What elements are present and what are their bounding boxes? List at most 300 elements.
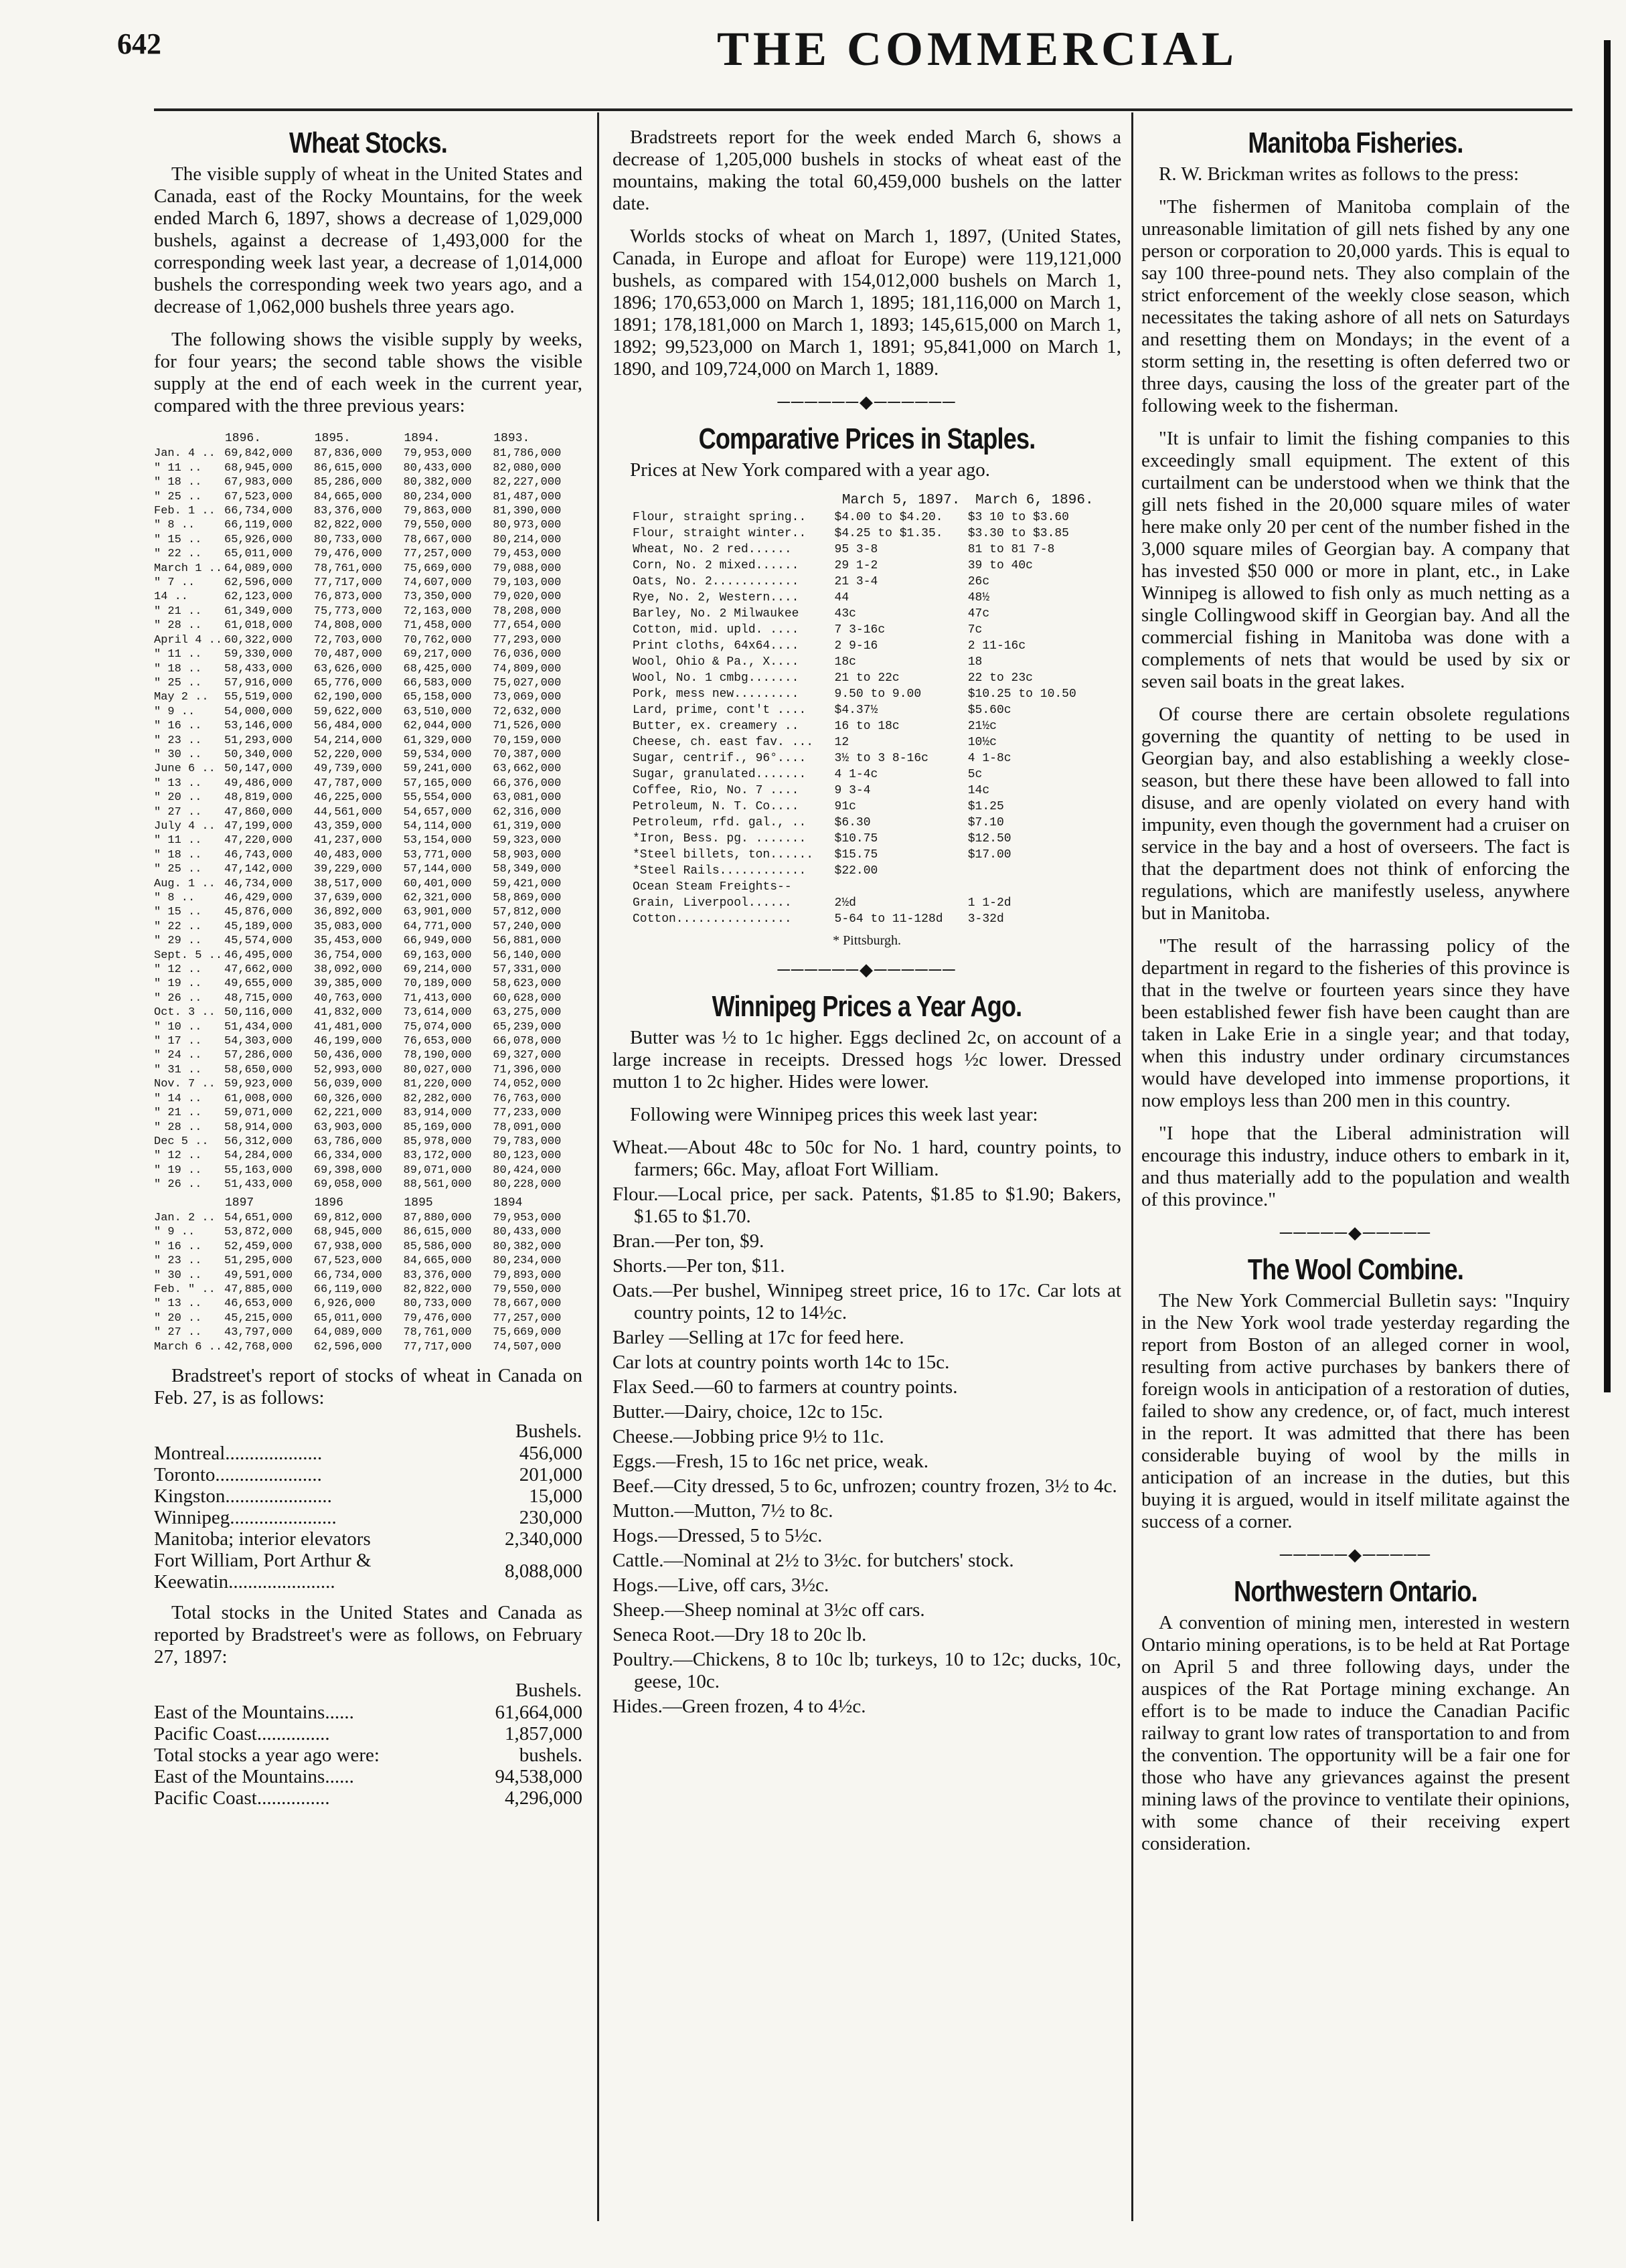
table-row (633, 750, 1101, 766)
table-cell: 60,322,000 (224, 633, 293, 647)
table-cell: Wool, No. 1 cmbg....... (633, 671, 799, 685)
table-cell: 73,614,000 (403, 1006, 472, 1020)
table-cell: 69,058,000 (313, 1178, 382, 1192)
table-row (633, 847, 1101, 863)
table-cell: 62,321,000 (403, 892, 472, 904)
table-row (154, 1528, 582, 1550)
unit-label: Bushels. (515, 1680, 582, 1701)
table-cell: " 29 .. (154, 935, 202, 948)
table-row (154, 518, 582, 532)
table-cell: 62,221,000 (313, 1107, 382, 1120)
footnote: * Pittsburgh. (833, 933, 901, 948)
table-cell: 2 9-16 (834, 639, 878, 653)
table-cell: " 15 .. (154, 533, 202, 546)
table-row (154, 1702, 582, 1723)
paragraph: Following were Winnipeg prices this week last year: (630, 1104, 1038, 1125)
table-cell: 65,158,000 (403, 691, 472, 704)
table-cell: Coffee, Rio, No. 7 .... (633, 784, 799, 797)
table-cell: 84,665,000 (403, 1254, 472, 1268)
table-cell: 66,734,000 (224, 505, 293, 518)
table-cell: 58,650,000 (224, 1063, 293, 1076)
table-row (633, 590, 1101, 606)
table-cell: 56,140,000 (493, 949, 562, 962)
table-cell: 75,074,000 (403, 1020, 472, 1034)
table-row (633, 558, 1101, 574)
paragraph: Bradstreet's report of stocks of wheat in Canada on Feb. 27, is as follows: (154, 1365, 582, 1408)
table-row (633, 686, 1101, 702)
list-item: Flax Seed.—60 to farmers at country points. (613, 1376, 958, 1398)
table-cell: 38,092,000 (313, 963, 382, 977)
table-row (154, 1092, 582, 1106)
paragraph: Worlds stocks of wheat on March 1, 1897, (United States, Canada, in Europe and afloat for Europe) were 119,121,000 bushels, as compared with 154,012,000 bushels on March 1, 1896; 170,653,000 on March 1, 1895; 181,116,000 on March 1, 1891; 178,181,000 on March 1, 1893; 145,615,000 on March 1, 1892; 99,523,000 on March 1, 1891; 95,841,000 on March 1, 1890, and 109,724,000 on March 1, 1889. (613, 226, 1121, 380)
table-header: 1896. (225, 432, 262, 445)
table-cell: Sept. 5 .. (154, 949, 223, 962)
table-cell: 81,220,000 (403, 1078, 472, 1091)
table-cell: 79,020,000 (493, 590, 562, 604)
table-cell: 45,189,000 (224, 920, 293, 933)
table-cell: 35,083,000 (313, 920, 382, 933)
table-cell: 57,165,000 (403, 777, 472, 790)
table-cell: 78,667,000 (403, 533, 472, 546)
table-row (154, 762, 582, 776)
table-header: March 6, 1896. (975, 493, 1094, 508)
table-cell: 79,953,000 (493, 1211, 562, 1224)
table-cell: 64,771,000 (403, 920, 472, 933)
table-cell: 18c (834, 655, 856, 669)
table-cell: 2 11-16c (967, 639, 1026, 653)
table-cell: 41,481,000 (313, 1020, 382, 1034)
table-row (154, 1340, 582, 1354)
table-cell: 52,993,000 (313, 1063, 382, 1076)
table-cell: 51,434,000 (224, 1020, 293, 1034)
table-cell: Petroleum, rfd. gal., .. (633, 816, 807, 829)
table-row (154, 1048, 582, 1062)
table-cell: 65,776,000 (313, 676, 382, 690)
table-cell: 48,819,000 (224, 791, 293, 805)
table-row (154, 562, 582, 576)
table-cell: " 11 .. (154, 461, 202, 475)
table-row (633, 863, 1101, 879)
table-header (154, 428, 224, 447)
table-cell: 82,227,000 (493, 476, 562, 489)
unit-label: Bushels. (515, 1421, 582, 1442)
table-row (154, 504, 582, 518)
table-row (154, 1787, 582, 1809)
table-cell: 59,534,000 (403, 748, 472, 761)
table-cell: 55,554,000 (403, 791, 472, 805)
table-cell: " 11 .. (154, 834, 202, 847)
table-cell: 4 1-4c (834, 768, 878, 781)
table-row (154, 748, 582, 762)
table-row (154, 705, 582, 719)
table-cell: 83,376,000 (403, 1269, 472, 1282)
table-cell: Barley, No. 2 Milwaukee (633, 607, 799, 621)
table-cell: March 6 .. (154, 1340, 223, 1354)
table-cell: 50,340,000 (224, 748, 293, 761)
table-cell: 59,923,000 (224, 1078, 293, 1091)
table-cell: bushels. (519, 1745, 582, 1766)
table-cell: 55,519,000 (224, 691, 293, 704)
table-row (633, 799, 1101, 815)
paragraph: The following shows the visible supply by weeks, for four years; the second table shows the visible supply at the end of each week in the current year, compared with the three previous years: (154, 329, 582, 416)
table-cell: 77,257,000 (493, 1311, 562, 1325)
list-item: Shorts.—Per ton, $11. (613, 1255, 785, 1277)
table-row (154, 734, 582, 748)
table-row (154, 619, 582, 633)
table-cell: 70,762,000 (403, 633, 472, 647)
table-cell: *Steel Rails............ (633, 864, 807, 878)
table-row (154, 1550, 582, 1593)
table-cell: 51,295,000 (224, 1254, 293, 1268)
table-cell: 47,199,000 (224, 819, 293, 833)
table-row (154, 1283, 582, 1297)
table-cell: Petroleum, N. T. Co.... (633, 800, 799, 813)
table-cell: $12.50 (967, 832, 1011, 845)
table-cell: 80,027,000 (403, 1063, 472, 1076)
table-cell: " 13 .. (154, 1297, 202, 1311)
table-cell: 7c (967, 623, 983, 637)
table-cell: 43,359,000 (313, 819, 382, 833)
table-cell: 77,293,000 (493, 633, 562, 647)
table-header-row (154, 1192, 582, 1211)
table-cell: " 24 .. (154, 1049, 202, 1062)
table-cell: 80,234,000 (493, 1254, 562, 1268)
table-cell: " 27 .. (154, 1326, 202, 1340)
table-cell: 58,869,000 (493, 892, 562, 904)
table-cell: 80,433,000 (403, 461, 472, 475)
table-cell: 46,199,000 (313, 1035, 382, 1048)
table-row (154, 475, 582, 489)
table-cell: " 19 .. (154, 1163, 202, 1177)
table-cell: 76,653,000 (403, 1035, 472, 1048)
table-cell: 63,901,000 (403, 906, 472, 919)
table-row (154, 576, 582, 590)
table-row (633, 734, 1101, 750)
table-row (154, 590, 582, 604)
table-cell: 62,044,000 (403, 720, 472, 733)
list-item: Sheep.—Sheep nominal at 3½c off cars. (613, 1599, 925, 1621)
table-header (633, 492, 835, 509)
table-cell: 74,507,000 (493, 1340, 562, 1354)
table-cell: 73,069,000 (493, 691, 562, 704)
table-row (633, 509, 1101, 525)
page-number: 642 (117, 27, 161, 60)
table-cell: 54,000,000 (224, 705, 293, 718)
table-cell: 56,312,000 (224, 1135, 293, 1148)
table-row (154, 877, 582, 891)
table-row (154, 1269, 582, 1283)
table-cell: 43c (834, 607, 856, 621)
table-cell: 46,495,000 (224, 949, 293, 962)
table-row (633, 638, 1101, 654)
table-cell: " 17 .. (154, 1035, 202, 1048)
table-cell: 54,657,000 (403, 805, 472, 819)
table-cell: Toronto...................... (154, 1464, 322, 1485)
table-cell: 80,382,000 (493, 1240, 562, 1253)
table-cell: 201,000 (519, 1464, 582, 1485)
table-row (154, 920, 582, 934)
table-cell: " 25 .. (154, 676, 202, 690)
table-cell: May 2 .. (154, 691, 209, 704)
table-cell: " 30 .. (154, 1269, 202, 1282)
table-cell: " 12 .. (154, 963, 202, 977)
table-cell: 47,142,000 (224, 863, 293, 876)
table-header: March 5, 1897. (841, 493, 961, 508)
table-cell: Oats, No. 2............ (633, 575, 799, 588)
table-cell: " 28 .. (154, 619, 202, 633)
table-cell: 64,089,000 (224, 562, 293, 575)
table-cell: 77,233,000 (493, 1107, 562, 1120)
table-cell: Cotton, mid. upld. .... (633, 623, 799, 637)
table-cell: 75,669,000 (403, 562, 472, 575)
table-cell: 60,628,000 (493, 991, 562, 1005)
section-separator: ─────◆───── (1279, 1223, 1432, 1242)
table-cell: April 4 .. (154, 633, 223, 647)
table-cell: 59,323,000 (493, 834, 562, 847)
table-cell: 65,011,000 (313, 1311, 382, 1325)
table-cell: Aug. 1 .. (154, 877, 216, 890)
table-cell: " 26 .. (154, 1178, 202, 1192)
table-cell (968, 879, 1101, 895)
table-cell: 85,286,000 (313, 476, 382, 489)
table-cell: 69,812,000 (313, 1211, 382, 1224)
table-cell: 74,809,000 (493, 662, 562, 675)
table-cell: 40,763,000 (313, 991, 382, 1005)
list-item: Hogs.—Live, off cars, 3½c. (613, 1574, 829, 1596)
table-cell: $4.37½ (834, 704, 878, 717)
table-cell: Pacific Coast............... (154, 1723, 330, 1745)
table-row (154, 1723, 582, 1745)
table-cell: 5c (967, 768, 983, 781)
table-cell: 70,159,000 (493, 734, 562, 747)
table-cell: " 8 .. (154, 519, 195, 532)
table-cell: 53,154,000 (403, 834, 472, 847)
table-cell: 85,169,000 (403, 1121, 472, 1134)
table-cell: 83,172,000 (403, 1149, 472, 1163)
table-cell: 39 to 40c (967, 559, 1033, 572)
table-cell: 52,220,000 (313, 748, 382, 761)
table-row (154, 490, 582, 504)
table-row (154, 1464, 582, 1485)
table-cell: 48½ (967, 591, 990, 604)
table-cell: 78,208,000 (493, 604, 562, 618)
table-cell: 60,401,000 (403, 877, 472, 890)
table-row (154, 934, 582, 948)
table-cell: 47,885,000 (224, 1283, 293, 1296)
table-cell: 76,036,000 (493, 648, 562, 661)
table-cell: 49,591,000 (224, 1269, 293, 1282)
table-cell: Cheese, ch. east fav. ... (633, 736, 814, 749)
table-cell: " 18 .. (154, 848, 202, 862)
table-cell: 79,893,000 (493, 1269, 562, 1282)
table-row (154, 1443, 582, 1464)
table-cell: 79,476,000 (403, 1311, 472, 1325)
table-cell: 80,733,000 (313, 533, 382, 546)
table-cell: 37,639,000 (313, 892, 382, 904)
table-row (154, 1077, 582, 1091)
table-cell: Pork, mess new......... (633, 687, 799, 701)
table-header: 1897 (225, 1196, 254, 1210)
table-cell: 62,190,000 (313, 691, 382, 704)
article-title: Comparative Prices in Staples. (698, 422, 1036, 455)
list-item: Bran.—Per ton, $9. (613, 1230, 764, 1252)
table-cell: 66,376,000 (493, 777, 562, 790)
table-cell: 43,797,000 (224, 1326, 293, 1340)
table-cell: " 23 .. (154, 1254, 202, 1268)
table-cell: 58,349,000 (493, 863, 562, 876)
table-cell: " 21 .. (154, 604, 202, 618)
table-cell: 45,574,000 (224, 935, 293, 948)
table-cell: 69,842,000 (224, 447, 293, 461)
table-cell: " 7 .. (154, 576, 195, 590)
column-divider (1131, 112, 1133, 2221)
section-separator: ──────◆────── (777, 392, 957, 412)
table-cell: $22.00 (834, 864, 878, 878)
table-cell: 68,945,000 (224, 461, 293, 475)
table-cell: 2½d (834, 896, 856, 910)
table-row (633, 911, 1101, 927)
table-cell: Fort William, Port Arthur & Keewatin...................... (154, 1550, 372, 1593)
table-row (154, 963, 582, 977)
table-cell: 69,214,000 (403, 963, 472, 977)
table-cell: 40,483,000 (313, 848, 382, 862)
list-item: Eggs.—Fresh, 15 to 16c net price, weak. (613, 1451, 928, 1472)
table-cell: 63,786,000 (313, 1135, 382, 1148)
list-item: Oats.—Per bushel, Winnipeg street price, 16 to 17c. Car lots at country points, 12 to 14½c. (613, 1280, 1121, 1323)
table-cell: 1 1-2d (967, 896, 1011, 910)
table-row (154, 447, 582, 461)
table-cell: 79,863,000 (403, 505, 472, 518)
table-cell: 74,052,000 (493, 1078, 562, 1091)
table-cell: " 16 .. (154, 720, 202, 733)
table-row (154, 719, 582, 733)
list-item: Poultry.—Chickens, 8 to 10c lb; turkeys, 10 to 12c; ducks, 10c, geese, 10c. (613, 1649, 1121, 1692)
table-cell: Montreal.................... (154, 1443, 323, 1464)
header-rule (154, 108, 1572, 111)
table-cell: 80,228,000 (493, 1178, 562, 1192)
list-item: Cheese.—Jobbing price 9½ to 11c. (613, 1426, 884, 1447)
table-cell: 78,190,000 (403, 1049, 472, 1062)
table-cell: 66,734,000 (313, 1269, 382, 1282)
table-row (154, 891, 582, 905)
table-cell: 14c (967, 784, 990, 797)
table-row (154, 547, 582, 561)
table-cell: $10.25 to 10.50 (967, 687, 1076, 701)
table-cell: " 30 .. (154, 748, 202, 761)
table-cell: 58,433,000 (224, 662, 293, 675)
table-cell: 91c (834, 800, 856, 813)
table-cell: 61,329,000 (403, 734, 472, 747)
table-cell: 46,225,000 (313, 791, 382, 805)
table-cell: 88,561,000 (403, 1178, 472, 1192)
table-cell: 58,903,000 (493, 848, 562, 862)
table-cell: 67,983,000 (224, 476, 293, 489)
table-cell: $3.30 to $3.85 (967, 527, 1069, 540)
visible-supply-table (154, 428, 582, 1354)
paragraph: The New York Commercial Bulletin says: "Inquiry in the New York wool trade yesterday regarding the report from Boston of an alleged corner in wool, resulting from active purchases by bankers there of foreign wools in anticipation of a restoration of duties, failed to show any credence, or, of fact, much interest in the report. It was admitted that there has been considerable buying of wool by the mills in anticipation of an increase in the duties, but this buying it is argued, would in itself militate against the success of a corner. (1141, 1290, 1570, 1532)
table-cell: 44 (834, 591, 849, 604)
table-cell: 72,163,000 (403, 604, 472, 618)
table-cell: *Iron, Bess. pg. ....... (633, 832, 807, 845)
table-cell: Corn, No. 2 mixed...... (633, 559, 799, 572)
table-row (633, 895, 1101, 911)
table-cell: 54,214,000 (313, 734, 382, 747)
list-item: Butter.—Dairy, choice, 12c to 15c. (613, 1401, 884, 1423)
table-cell: " 27 .. (154, 805, 202, 819)
table-cell: 71,413,000 (403, 991, 472, 1005)
table-row (154, 461, 582, 475)
table-cell: 86,615,000 (313, 461, 382, 475)
table-cell: " 16 .. (154, 1240, 202, 1253)
table-cell: Jan. 4 .. (154, 447, 216, 461)
table-cell: " 11 .. (154, 648, 202, 661)
paragraph: A convention of mining men, interested in western Ontario mining operations, is to be held at Rat Portage on April 5 and three following days, under the auspices of the Rat Portage mining exchange. An effort is to be made to induce the Canadian Pacific railway to grant low rates of transportation to and from the convention. The opportunity will be a fair one for those who have any grievances against the present mining laws of the province to ventilate their opinions, with some chance of their receiving expert consideration. (1141, 1612, 1570, 1854)
table-cell: 61,349,000 (224, 604, 293, 618)
table-cell: 81,390,000 (493, 505, 562, 518)
table-cell: " 28 .. (154, 1121, 202, 1134)
canada-stocks-table (154, 1420, 582, 1593)
table-cell: 70,387,000 (493, 748, 562, 761)
table-cell: Pacific Coast............... (154, 1787, 330, 1809)
table-cell: Sugar, granulated....... (633, 768, 807, 781)
table-cell: " 15 .. (154, 906, 202, 919)
table-cell: 61,319,000 (493, 819, 562, 833)
table-cell: 57,812,000 (493, 906, 562, 919)
table-cell: 49,486,000 (224, 777, 293, 790)
list-item: Cattle.—Nominal at 2½ to 3½c. for butchers' stock. (613, 1550, 1014, 1571)
table-row (154, 862, 582, 876)
table-cell: 69,217,000 (403, 648, 472, 661)
table-cell: 80,733,000 (403, 1297, 472, 1311)
table-cell: 95 3-8 (834, 543, 878, 556)
table-cell: " 18 .. (154, 662, 202, 675)
paragraph: Of course there are certain obsolete regulations governing the quantity of netting to be used in Georgian bay, and also establishing a weekly close-season, but there these have been allowed to fall into disuse, and are openly violated on every hand with impunity, even though the government had a cruiser on service in the bay and a host of overseers. The fact is that the department does not think of enforcing the regulations, which are manifestly useless, anywhere but in Manitoba. (1141, 704, 1570, 924)
table-cell: 54,284,000 (224, 1149, 293, 1163)
table-cell: Kingston...................... (154, 1485, 332, 1507)
table-row (633, 815, 1101, 831)
table-row (154, 791, 582, 805)
table-cell: 80,433,000 (493, 1226, 562, 1239)
table-row (154, 991, 582, 1005)
table-cell: " 10 .. (154, 1020, 202, 1034)
page-edge (1604, 40, 1611, 1392)
table-row (154, 1745, 582, 1766)
table-cell: 80,424,000 (493, 1163, 562, 1177)
table-cell: 68,425,000 (403, 662, 472, 675)
table-cell: 75,773,000 (313, 604, 382, 618)
table-row (154, 1766, 582, 1787)
table-cell: 61,664,000 (495, 1702, 582, 1723)
table-cell: 50,436,000 (313, 1049, 382, 1062)
table-cell: " 9 .. (154, 705, 195, 718)
table-cell: 73,350,000 (403, 590, 472, 604)
list-item: Seneca Root.—Dry 18 to 20c lb. (613, 1624, 867, 1645)
table-row (154, 1225, 582, 1239)
page-header (0, 0, 1626, 117)
table-row (154, 1005, 582, 1020)
table-cell: 81,487,000 (493, 490, 562, 503)
table-cell: March 1 .. (154, 562, 223, 575)
table-cell: 62,596,000 (313, 1340, 382, 1354)
table-cell: 3-32d (967, 912, 1004, 926)
table-cell: 65,011,000 (224, 548, 293, 561)
table-cell: $7.10 (967, 816, 1004, 829)
masthead: THE COMMERCIAL (716, 22, 1238, 76)
table-cell: 57,916,000 (224, 676, 293, 690)
table-cell: 59,071,000 (224, 1107, 293, 1120)
table-cell: 57,286,000 (224, 1049, 293, 1062)
table-row (154, 604, 582, 619)
